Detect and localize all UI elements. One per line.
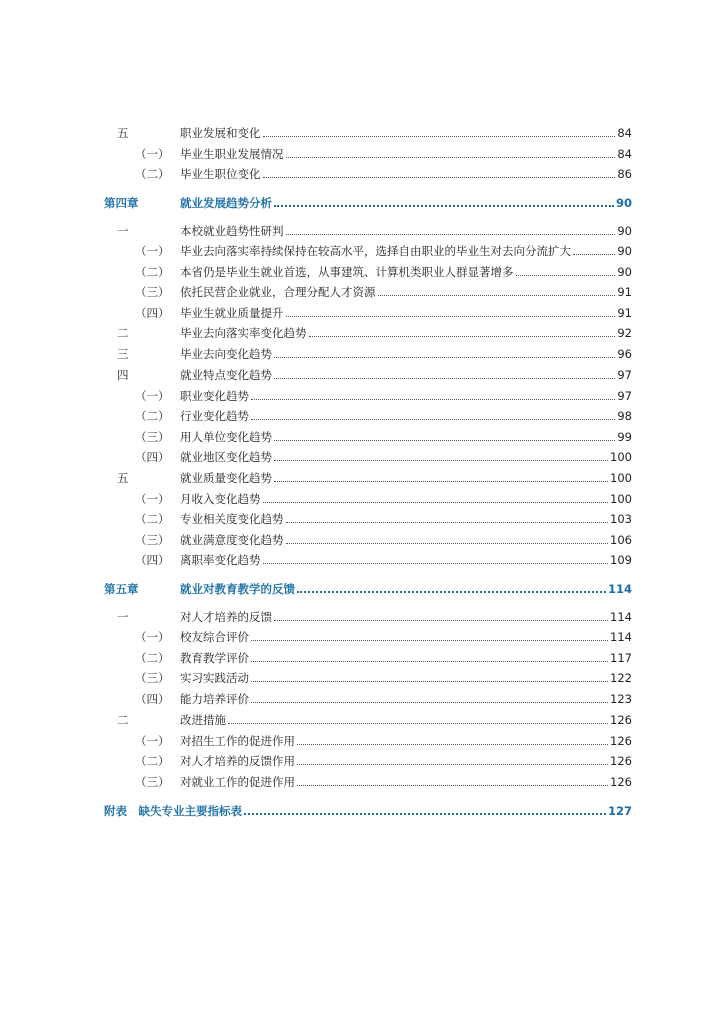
page-number: 103: [610, 512, 632, 526]
entry-number: 一: [117, 224, 129, 238]
page-number: 91: [617, 285, 632, 299]
dot-leader: [274, 447, 608, 461]
dot-leader: [286, 303, 616, 317]
dot-leader: [251, 648, 608, 662]
toc-chapter-entry[interactable]: [0, 579, 724, 599]
page-number: 98: [617, 409, 632, 423]
page-number: 114: [610, 630, 632, 644]
dot-leader: [274, 344, 615, 358]
dot-leader: [378, 282, 616, 296]
entry-title: 用人单位变化趋势: [180, 430, 272, 444]
entry-title: 依托民营企业就业，合理分配人才资源: [180, 285, 376, 299]
entry-number: 二: [117, 326, 129, 340]
toc-entry[interactable]: [0, 468, 724, 488]
entry-title: 实习实践活动: [180, 671, 249, 685]
dot-leader: [309, 323, 616, 337]
dot-leader: [274, 193, 614, 207]
entry-number: （二）: [135, 651, 170, 665]
entry-title: 就业特点变化趋势: [180, 368, 272, 382]
chapter-title: 就业对教育教学的反馈: [180, 582, 295, 596]
toc-entry[interactable]: [0, 627, 724, 647]
dot-leader: [286, 509, 609, 523]
dot-leader: [228, 710, 608, 724]
toc-entry[interactable]: [0, 550, 724, 570]
dot-leader: [251, 689, 608, 703]
page-number: 97: [617, 368, 632, 382]
entry-number: （四）: [135, 553, 170, 567]
entry-title: 改进措施: [180, 713, 226, 727]
entry-title: 毕业去向落实率持续保持在较高水平，选择自由职业的毕业生对去向分流扩大: [180, 244, 571, 258]
entry-title: 职业变化趋势: [180, 389, 249, 403]
entry-number: （二）: [135, 512, 170, 526]
page-number: 117: [610, 651, 632, 665]
dot-leader: [263, 164, 616, 178]
entry-number: （一）: [135, 389, 170, 403]
entry-title: 就业地区变化趋势: [180, 450, 272, 464]
entry-number: （二）: [135, 167, 170, 181]
dot-leader: [274, 427, 615, 441]
entry-title: 毕业生职业发展情况: [180, 147, 284, 161]
entry-number: 五: [117, 126, 129, 140]
toc-entry[interactable]: [0, 365, 724, 385]
entry-number: （一）: [135, 492, 170, 506]
entry-title: 对人才培养的反馈作用: [180, 754, 295, 768]
entry-number: （四）: [135, 450, 170, 464]
entry-title: 毕业生就业质量提升: [180, 306, 284, 320]
dot-leader: [286, 221, 616, 235]
entry-title: 教育教学评价: [180, 651, 249, 665]
chapter-number: 第五章: [104, 582, 139, 596]
entry-title: 离职率变化趋势: [180, 553, 261, 567]
dot-leader: [263, 489, 609, 503]
entry-number: （四）: [135, 692, 170, 706]
entry-title: 就业满意度变化趋势: [180, 533, 284, 547]
page-number: 126: [610, 754, 632, 768]
toc-entry[interactable]: [0, 221, 724, 241]
dot-leader: [286, 144, 616, 158]
page-number: 90: [617, 265, 632, 279]
page-number: 90: [617, 224, 632, 238]
toc-entry[interactable]: [0, 772, 724, 792]
entry-number: （三）: [135, 775, 170, 789]
dot-leader: [274, 607, 608, 621]
entry-title: 能力培养评价: [180, 692, 249, 706]
entry-number: 四: [117, 368, 129, 382]
toc-entry[interactable]: [0, 489, 724, 509]
toc-entry[interactable]: [0, 447, 724, 467]
toc-entry[interactable]: [0, 710, 724, 730]
dot-leader: [516, 262, 616, 276]
page-number: 100: [610, 450, 632, 464]
dot-leader: [251, 406, 615, 420]
page-number: 106: [610, 533, 632, 547]
toc-entry[interactable]: [0, 344, 724, 364]
dot-leader: [297, 751, 608, 765]
toc-entry[interactable]: [0, 751, 724, 771]
page-number: 127: [607, 804, 632, 818]
toc-entry[interactable]: [0, 509, 724, 529]
toc-entry[interactable]: [0, 262, 724, 282]
toc-entry[interactable]: [0, 386, 724, 406]
entry-number: 五: [117, 471, 129, 485]
dot-leader: [297, 772, 608, 786]
page-number: 99: [617, 430, 632, 444]
entry-number: （三）: [135, 533, 170, 547]
entry-title: 校友综合评价: [180, 630, 249, 644]
page-number: 84: [617, 126, 632, 140]
toc-entry[interactable]: [0, 731, 724, 751]
page-number: 100: [610, 492, 632, 506]
dot-leader: [244, 801, 606, 815]
entry-number: （四）: [135, 306, 170, 320]
page-number: 126: [610, 775, 632, 789]
dot-leader: [573, 241, 615, 255]
page-number: 122: [610, 671, 632, 685]
dot-leader: [263, 123, 616, 137]
dot-leader: [297, 579, 606, 593]
entry-title: 对就业工作的促进作用: [180, 775, 295, 789]
dot-leader: [251, 627, 608, 641]
entry-number: （一）: [135, 244, 170, 258]
page-number: 92: [617, 326, 632, 340]
entry-title: 对人才培养的反馈: [180, 610, 272, 624]
dot-leader: [274, 468, 608, 482]
entry-number: （三）: [135, 430, 170, 444]
page-number: 86: [617, 167, 632, 181]
entry-title: 毕业去向变化趋势: [180, 347, 272, 361]
toc-appendix-entry[interactable]: [0, 801, 724, 821]
entry-number: （一）: [135, 147, 170, 161]
page-number: 114: [607, 582, 632, 596]
chapter-number: 第四章: [104, 196, 139, 210]
page-number: 126: [610, 734, 632, 748]
page-number: 84: [617, 147, 632, 161]
entry-title: 就业质量变化趋势: [180, 471, 272, 485]
entry-title: 职业发展和变化: [180, 126, 261, 140]
entry-title: 本省仍是毕业生就业首选，从事建筑、计算机类职业人群显著增多: [180, 265, 514, 279]
entry-title: 行业变化趋势: [180, 409, 249, 423]
entry-number: 三: [117, 347, 129, 361]
page-number: 126: [610, 713, 632, 727]
page-number: 114: [610, 610, 632, 624]
entry-title: 专业相关度变化趋势: [180, 512, 284, 526]
page-number: 90: [615, 196, 632, 210]
page-number: 96: [617, 347, 632, 361]
page-number: 90: [617, 244, 632, 258]
dot-leader: [297, 731, 608, 745]
entry-number: （二）: [135, 754, 170, 768]
toc-entry[interactable]: [0, 689, 724, 709]
toc-entry[interactable]: [0, 123, 724, 143]
entry-title: 毕业生职位变化: [180, 167, 261, 181]
entry-title: 本校就业趋势性研判: [180, 224, 284, 238]
toc-entry[interactable]: [0, 406, 724, 426]
toc-entry[interactable]: [0, 303, 724, 323]
toc-entry[interactable]: [0, 164, 724, 184]
toc-chapter-entry[interactable]: [0, 193, 724, 213]
page-number: 109: [610, 553, 632, 567]
chapter-title: 就业发展趋势分析: [180, 196, 272, 210]
entry-number: （一）: [135, 734, 170, 748]
toc-entry[interactable]: [0, 144, 724, 164]
dot-leader: [274, 365, 615, 379]
entry-title: 月收入变化趋势: [180, 492, 261, 506]
dot-leader: [251, 386, 615, 400]
entry-title: 毕业去向落实率变化趋势: [180, 326, 307, 340]
page-number: 123: [610, 692, 632, 706]
toc-entry[interactable]: [0, 241, 724, 261]
entry-number: 一: [117, 610, 129, 624]
appendix-title: 附表 缺失专业主要指标表: [104, 804, 242, 818]
dot-leader: [263, 550, 609, 564]
dot-leader: [286, 530, 609, 544]
entry-number: （三）: [135, 285, 170, 299]
toc-entry[interactable]: [0, 427, 724, 447]
dot-leader: [251, 668, 608, 682]
toc-entry[interactable]: [0, 282, 724, 302]
toc-entry[interactable]: [0, 323, 724, 343]
page-number: 97: [617, 389, 632, 403]
toc-entry[interactable]: [0, 530, 724, 550]
toc-entry[interactable]: [0, 607, 724, 627]
page-number: 100: [610, 471, 632, 485]
entry-number: （二）: [135, 265, 170, 279]
toc-entry[interactable]: [0, 648, 724, 668]
page-number: 91: [617, 306, 632, 320]
entry-number: （三）: [135, 671, 170, 685]
entry-number: 二: [117, 713, 129, 727]
toc-entry[interactable]: [0, 668, 724, 688]
entry-number: （二）: [135, 409, 170, 423]
entry-title: 对招生工作的促进作用: [180, 734, 295, 748]
entry-number: （一）: [135, 630, 170, 644]
